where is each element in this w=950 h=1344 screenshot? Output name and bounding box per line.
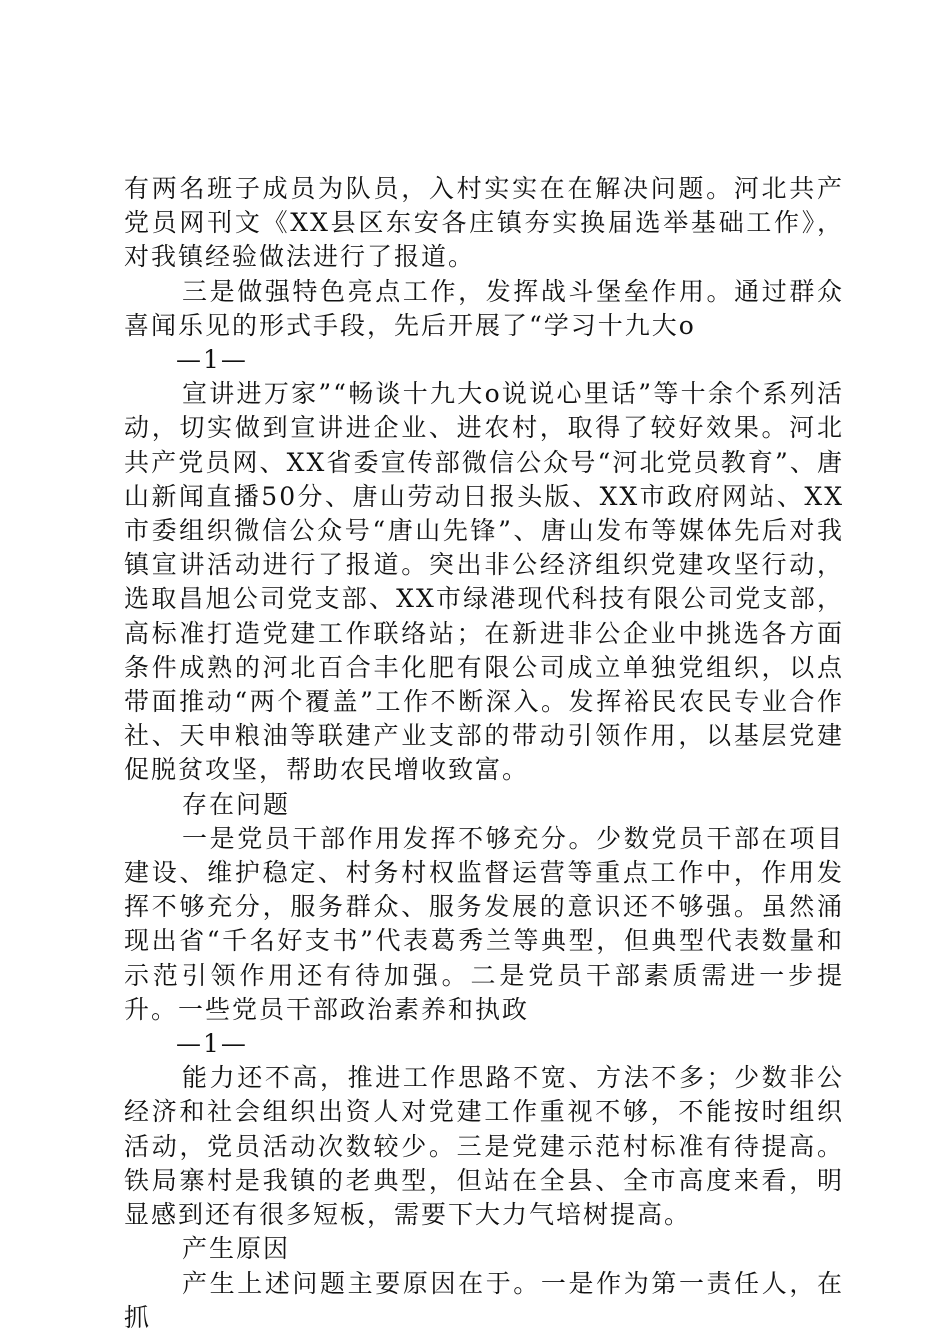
page-number: —1—: [176, 1029, 248, 1059]
section-heading: 存在问题: [182, 789, 291, 819]
paragraph: 产生上述问题主要原因在于。一是作为第一责任人，在抓: [124, 1268, 844, 1332]
page-number: —1—: [176, 345, 248, 375]
paragraph: 一是党员干部作用发挥不够充分。少数党员干部在项目建设、维护稳定、村务村权监督运营等重点工作中，作用发挥不够充分，服务群众、服务发展的意识还不够强。虽然涌现出省“千名好支书”代表葛秀兰等典型，但典型代表数量和示范引领作用还有待加强。二是党员干部素质需进一步提升。一些党员干部政治素养和执政: [124, 823, 844, 1024]
paragraph: 能力还不高，推进工作思路不宽、方法不多；少数非公经济和社会组织出资人对党建工作重视不够，不能按时组织活动，党员活动次数较少。三是党建示范村标准有待提高。铁局寨村是我镇的老典型，但站在全县、全市高度来看，明显感到还有很多短板，需要下大力气培树提高。: [124, 1063, 844, 1230]
paragraph: 三是做强特色亮点工作，发挥战斗堡垒作用。通过群众喜闻乐见的形式手段，先后开展了“学习十九大o: [124, 276, 844, 340]
section-heading: 产生原因: [182, 1234, 291, 1264]
paragraph: 宣讲进万家”“畅谈十九大o说说心里话”等十余个系列活动，切实做到宣讲进企业、进农村，取得了较好效果。河北共产党员网、XX省委宣传部微信公众号“河北党员教育”、唐山新闻直播50分、唐山劳动日报头版、XX市政府网站、XX市委组织微信公众号“唐山先锋”、唐山发布等媒体先后对我镇宣讲活动进行了报道。突出非公经济组织党建攻坚行动，选取昌旭公司党支部、XX市绿港现代科技有限公司党支部，高标准打造党建工作联络站；在新进非公企业中挑选各方面条件成熟的河北百合丰化肥有限公司成立单独党组织，以点带面推动“两个覆盖”工作不断深入。发挥裕民农民专业合作社、天申粮油等联建产业支部的带动引领作用，以基层党建促脱贫攻坚，帮助农民增收致富。: [124, 379, 844, 785]
paragraph: 有两名班子成员为队员，入村实实在在解决问题。河北共产党员网刊文《XX县区东安各庄镇夯实换届选举基础工作》，对我镇经验做法进行了报道。: [124, 174, 844, 272]
document-body: [124, 172, 844, 1335]
